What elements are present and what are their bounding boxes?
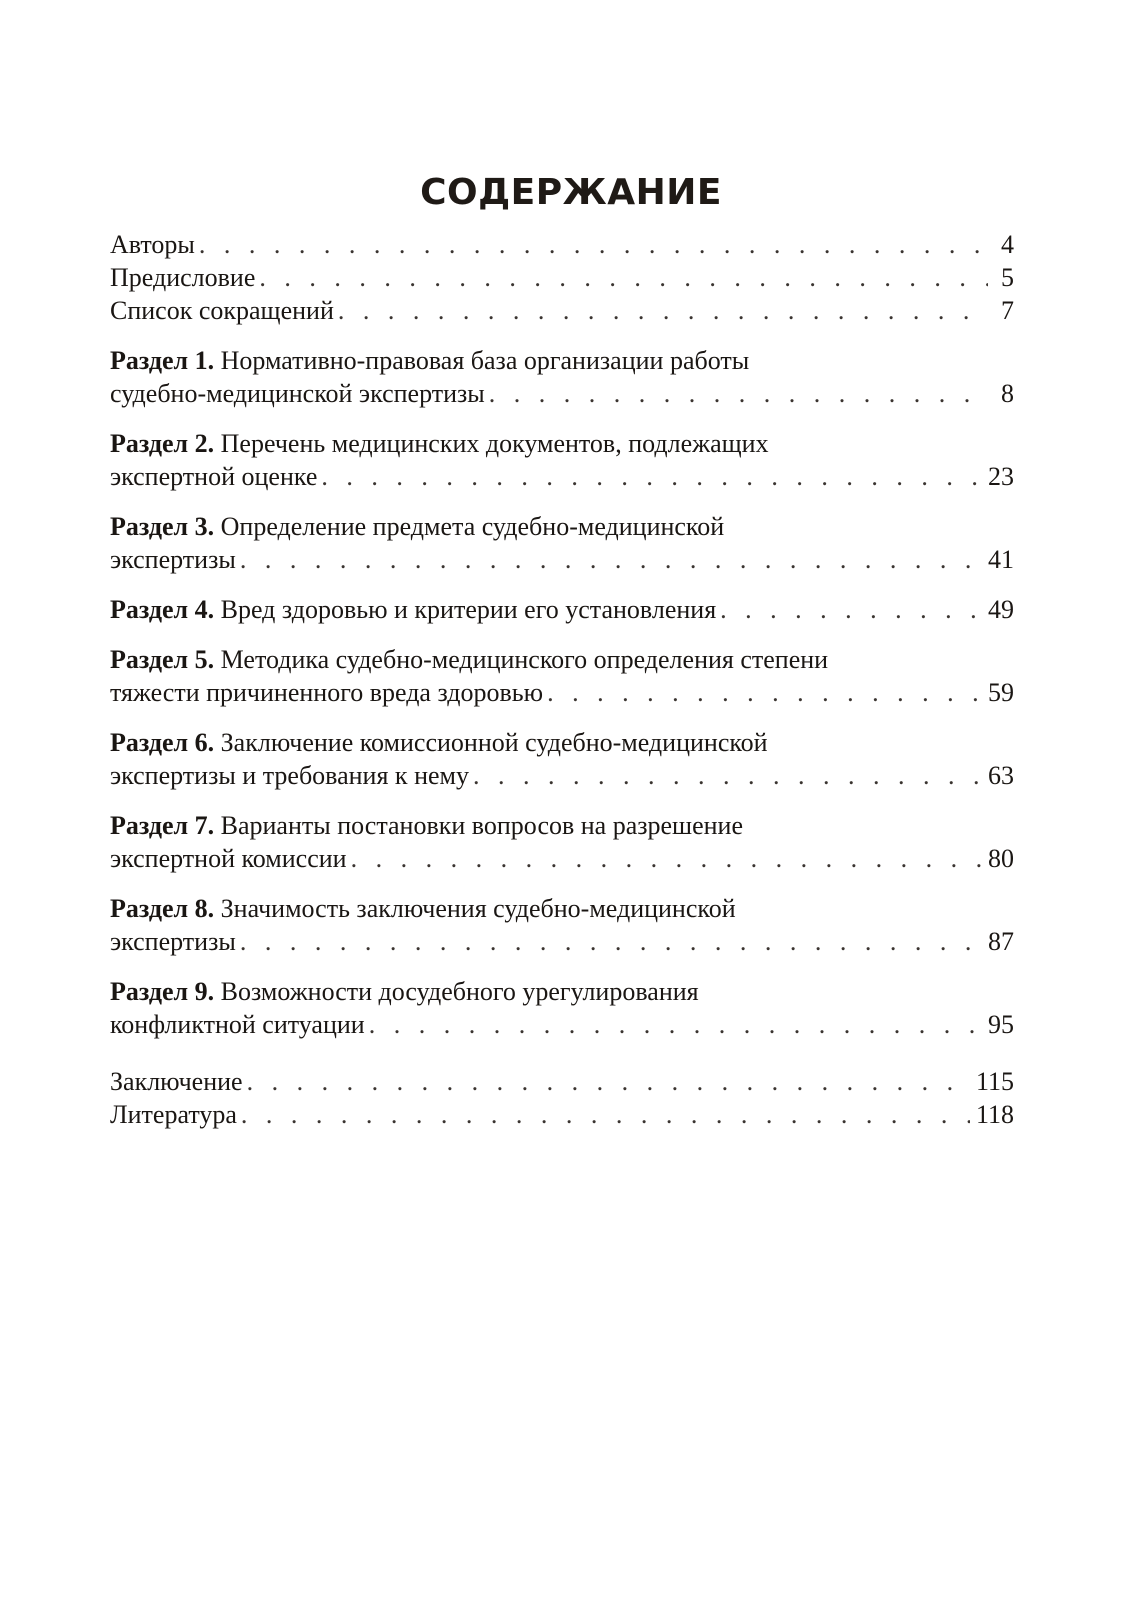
toc-entry-label: Заключение — [110, 1067, 243, 1096]
dot-leader — [473, 759, 982, 792]
toc-entry-preface[interactable] — [110, 261, 1014, 294]
section-title-line1: Нормативно-правовая база организации работы — [220, 346, 750, 375]
page-title: СОДЕРЖАНИЕ — [420, 172, 722, 213]
section-prefix: Раздел 6. — [110, 728, 215, 757]
section-prefix: Раздел 7. — [110, 811, 215, 840]
dot-leader — [259, 261, 988, 294]
section-title-line2: конфликтной ситуации — [110, 1010, 365, 1039]
section-title-line1: Значимость заключения судебно-медицинской — [220, 894, 736, 923]
dot-leader — [199, 228, 988, 261]
section-title-line2: тяжести причиненного вреда здоровью — [110, 678, 544, 707]
toc-entry-section-5[interactable] — [110, 643, 1014, 709]
dot-leader — [241, 1098, 970, 1131]
toc-page-number: 23 — [988, 462, 1014, 491]
toc-entry-section-8[interactable] — [110, 892, 1014, 958]
toc-page-number: 8 — [1001, 379, 1014, 408]
toc-entry-label: Авторы — [110, 230, 195, 259]
section-title-line2: экспертизы — [110, 927, 236, 956]
toc-entry-label: Список сокращений — [110, 296, 334, 325]
section-prefix: Раздел 9. — [110, 977, 215, 1006]
section-title-line2: экспертной оценке — [110, 462, 318, 491]
toc-entry-abbreviations[interactable] — [110, 294, 1014, 327]
dot-leader — [247, 1065, 970, 1098]
dot-leader — [547, 676, 982, 709]
toc-page-number: 118 — [975, 1100, 1014, 1129]
section-title-line1: Заключение комиссионной судебно-медицинской — [220, 728, 768, 757]
toc-page-number: 49 — [988, 595, 1014, 624]
toc-page-number: 63 — [988, 761, 1014, 790]
toc-entry-section-7[interactable] — [110, 809, 1014, 875]
dot-leader — [321, 460, 982, 493]
section-title-line1: Возможности досудебного урегулирования — [220, 977, 699, 1006]
section-prefix: Раздел 2. — [110, 429, 215, 458]
toc-entry-section-3[interactable] — [110, 510, 1014, 576]
dot-leader — [720, 593, 982, 626]
toc-entry-label: Предисловие — [110, 263, 256, 292]
section-title-line2: судебно-медицинской экспертизы — [110, 379, 485, 408]
toc-page-number: 80 — [988, 844, 1014, 873]
table-of-contents — [110, 228, 1014, 1131]
toc-page-number: 7 — [1001, 296, 1014, 325]
dot-leader — [240, 543, 982, 576]
dot-leader — [338, 294, 988, 327]
toc-page-number: 4 — [1001, 230, 1014, 259]
section-title-line1: Методика судебно-медицинского определения степени — [220, 645, 829, 674]
section-title-line1: Варианты постановки вопросов на разрешение — [220, 811, 743, 840]
dot-leader — [351, 842, 982, 875]
toc-entry-section-6[interactable] — [110, 726, 1014, 792]
section-prefix: Раздел 4. — [110, 595, 215, 624]
section-prefix: Раздел 1. — [110, 346, 215, 375]
dot-leader — [240, 925, 982, 958]
section-title-line2: экспертизы и требования к нему — [110, 761, 469, 790]
toc-page-number: 95 — [988, 1010, 1014, 1039]
toc-entry-label: Литература — [110, 1100, 237, 1129]
section-title-line2: экспертизы — [110, 545, 236, 574]
toc-entry-conclusion[interactable] — [110, 1065, 1014, 1098]
toc-entry-authors[interactable] — [110, 228, 1014, 261]
toc-page-number: 59 — [988, 678, 1014, 707]
toc-entry-literature[interactable] — [110, 1098, 1014, 1131]
section-title-line1: Вред здоровью и критерии его установления — [220, 595, 717, 624]
section-title-line1: Перечень медицинских документов, подлежащих — [220, 429, 769, 458]
section-prefix: Раздел 8. — [110, 894, 215, 923]
toc-page-number: 87 — [988, 927, 1014, 956]
toc-page-number: 41 — [988, 545, 1014, 574]
section-prefix: Раздел 3. — [110, 512, 215, 541]
dot-leader — [489, 377, 988, 410]
toc-page-number: 115 — [975, 1067, 1014, 1096]
section-prefix: Раздел 5. — [110, 645, 215, 674]
toc-entry-section-1[interactable] — [110, 344, 1014, 410]
section-title-line1: Определение предмета судебно-медицинской — [220, 512, 725, 541]
section-title-line2: экспертной комиссии — [110, 844, 347, 873]
toc-entry-section-4[interactable] — [110, 593, 1014, 626]
dot-leader — [369, 1008, 982, 1041]
toc-entry-section-9[interactable] — [110, 975, 1014, 1041]
toc-page-number: 5 — [1001, 263, 1014, 292]
toc-entry-section-2[interactable] — [110, 427, 1014, 493]
